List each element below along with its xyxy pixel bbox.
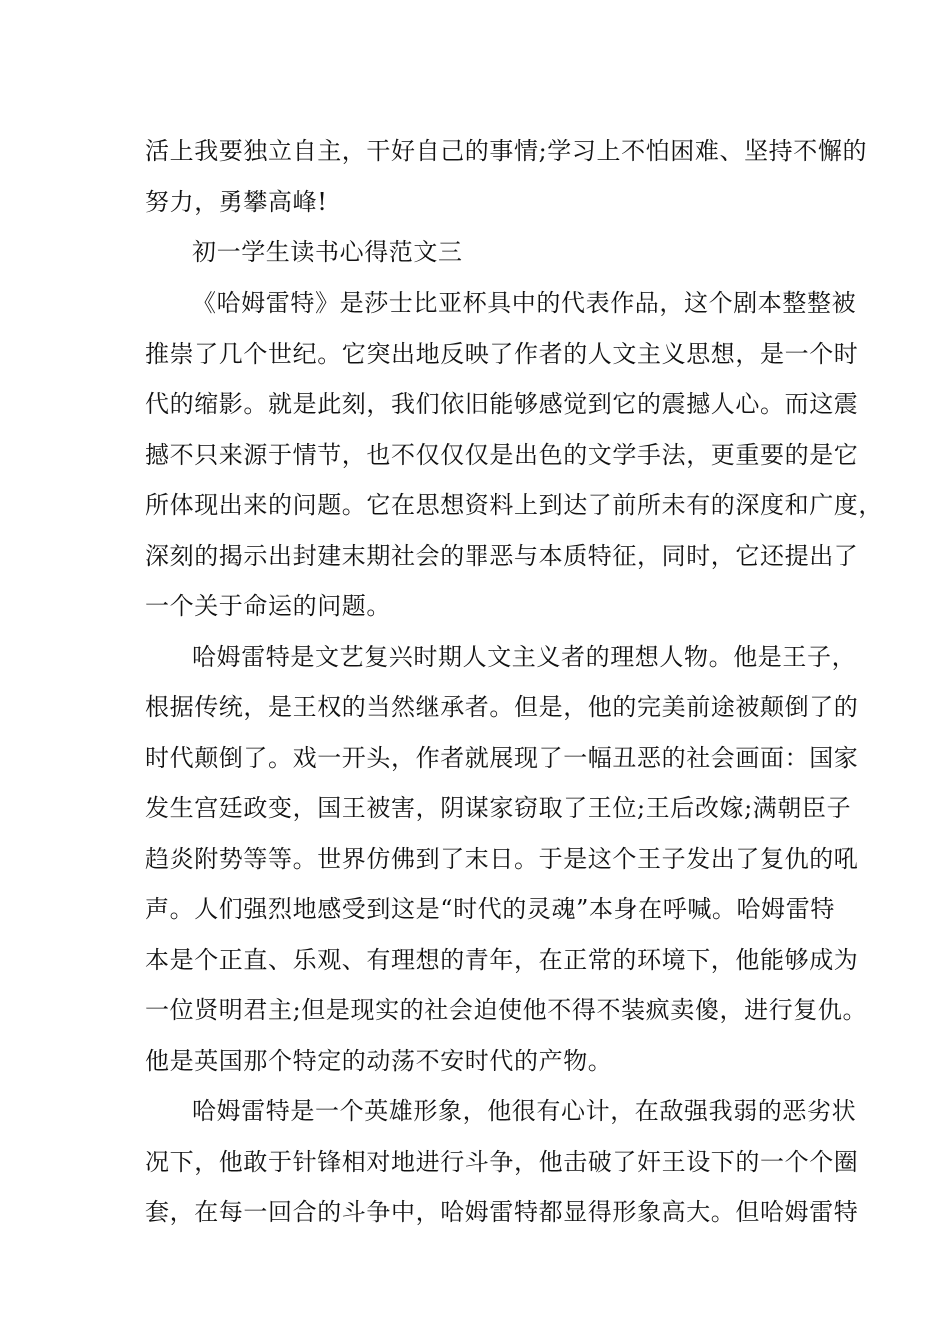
text-line: 本是个正直、乐观、有理想的青年，在正常的环境下，他能够成为 xyxy=(145,946,859,974)
text-line: 趋炎附势等等。世界仿佛到了末日。于是这个王子发出了复仇的吼 xyxy=(145,845,859,873)
text-line: 一位贤明君主;但是现实的社会迫使他不得不装疯卖傻，进行复仇。 xyxy=(145,996,868,1024)
text-line: 努力，勇攀高峰! xyxy=(145,188,328,216)
text-line: 推崇了几个世纪。它突出地反映了作者的人文主义思想，是一个时 xyxy=(145,340,859,368)
text-line: 声。人们强烈地感受到这是“时代的灵魂”本身在呼喊。哈姆雷特 xyxy=(145,895,835,923)
text-line: 活上我要独立自主，干好自己的事情;学习上不怕困难、坚持不懈的 xyxy=(145,137,868,165)
text-line: 发生宫廷政变，国王被害，阴谋家窃取了王位;王后改嫁;满朝臣子 xyxy=(145,794,852,822)
paragraph-first-line: 哈姆雷特是一个英雄形象，他很有心计，在敌强我弱的恶劣状 xyxy=(192,1097,857,1125)
text-line: 况下，他敢于针锋相对地进行斗争，他击破了奸王设下的一个个圈 xyxy=(145,1148,859,1176)
text-line: 深刻的揭示出封建末期社会的罪恶与本质特征，同时，它还提出了 xyxy=(145,542,859,570)
text-line: 所体现出来的问题。它在思想资料上到达了前所未有的深度和广度， xyxy=(145,491,883,519)
text-line: 套，在每一回合的斗争中，哈姆雷特都显得形象高大。但哈姆雷特 xyxy=(145,1198,859,1226)
text-line: 根据传统，是王权的当然继承者。但是，他的完美前途被颠倒了的 xyxy=(145,693,859,721)
paragraph-first-line: 《哈姆雷特》是莎士比亚杯具中的代表作品，这个剧本整整被 xyxy=(192,289,857,317)
text-line: 他是英国那个特定的动荡不安时代的产物。 xyxy=(145,1047,613,1075)
text-line: 撼不只来源于情节，也不仅仅仅是出色的文学手法，更重要的是它 xyxy=(145,441,859,469)
text-line: 时代颠倒了。戏一开头，作者就展现了一幅丑恶的社会画面：国家 xyxy=(145,744,859,772)
text-line: 一个关于命运的问题。 xyxy=(145,592,391,620)
paragraph-first-line: 哈姆雷特是文艺复兴时期人文主义者的理想人物。他是王子， xyxy=(192,643,857,671)
section-heading: 初一学生读书心得范文三 xyxy=(192,238,463,266)
text-line: 代的缩影。就是此刻，我们依旧能够感觉到它的震撼人心。而这震 xyxy=(145,390,859,418)
